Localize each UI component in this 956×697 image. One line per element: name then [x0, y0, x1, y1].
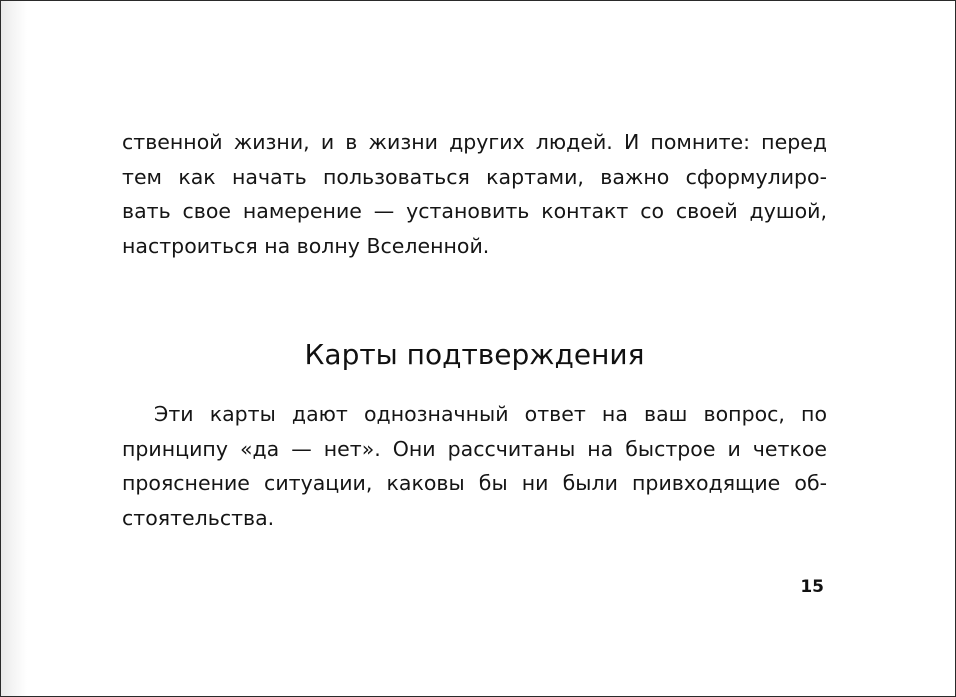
text-line: настроиться на волну Вселенной.: [122, 234, 490, 259]
text-line: стоятельства.: [122, 506, 275, 531]
text-line-content: Эти карты дают однозначный ответ на ваш вопрос, по: [154, 402, 827, 426]
text-line: вать свое намерение — установить контакт со своей душой,: [122, 199, 827, 224]
paragraph-continued: [122, 125, 827, 264]
text-line: ственной жизни, и в жизни других людей. И помните: перед: [122, 130, 827, 154]
paragraph-section-body: [122, 397, 827, 536]
page-number: 15: [800, 577, 824, 597]
text-line: прояснение ситуации, каковы бы ни были привходящие об-: [122, 471, 827, 496]
text-line: тем как начать пользоваться картами, важно сформулиро-: [122, 164, 827, 189]
page-spine-shadow: [1, 1, 27, 696]
text-line: принципу «да — нет». Они рассчитаны на быстрое и четкое: [122, 436, 827, 461]
text-line: [122, 397, 827, 432]
section-heading: Карты подтверждения: [304, 338, 645, 371]
